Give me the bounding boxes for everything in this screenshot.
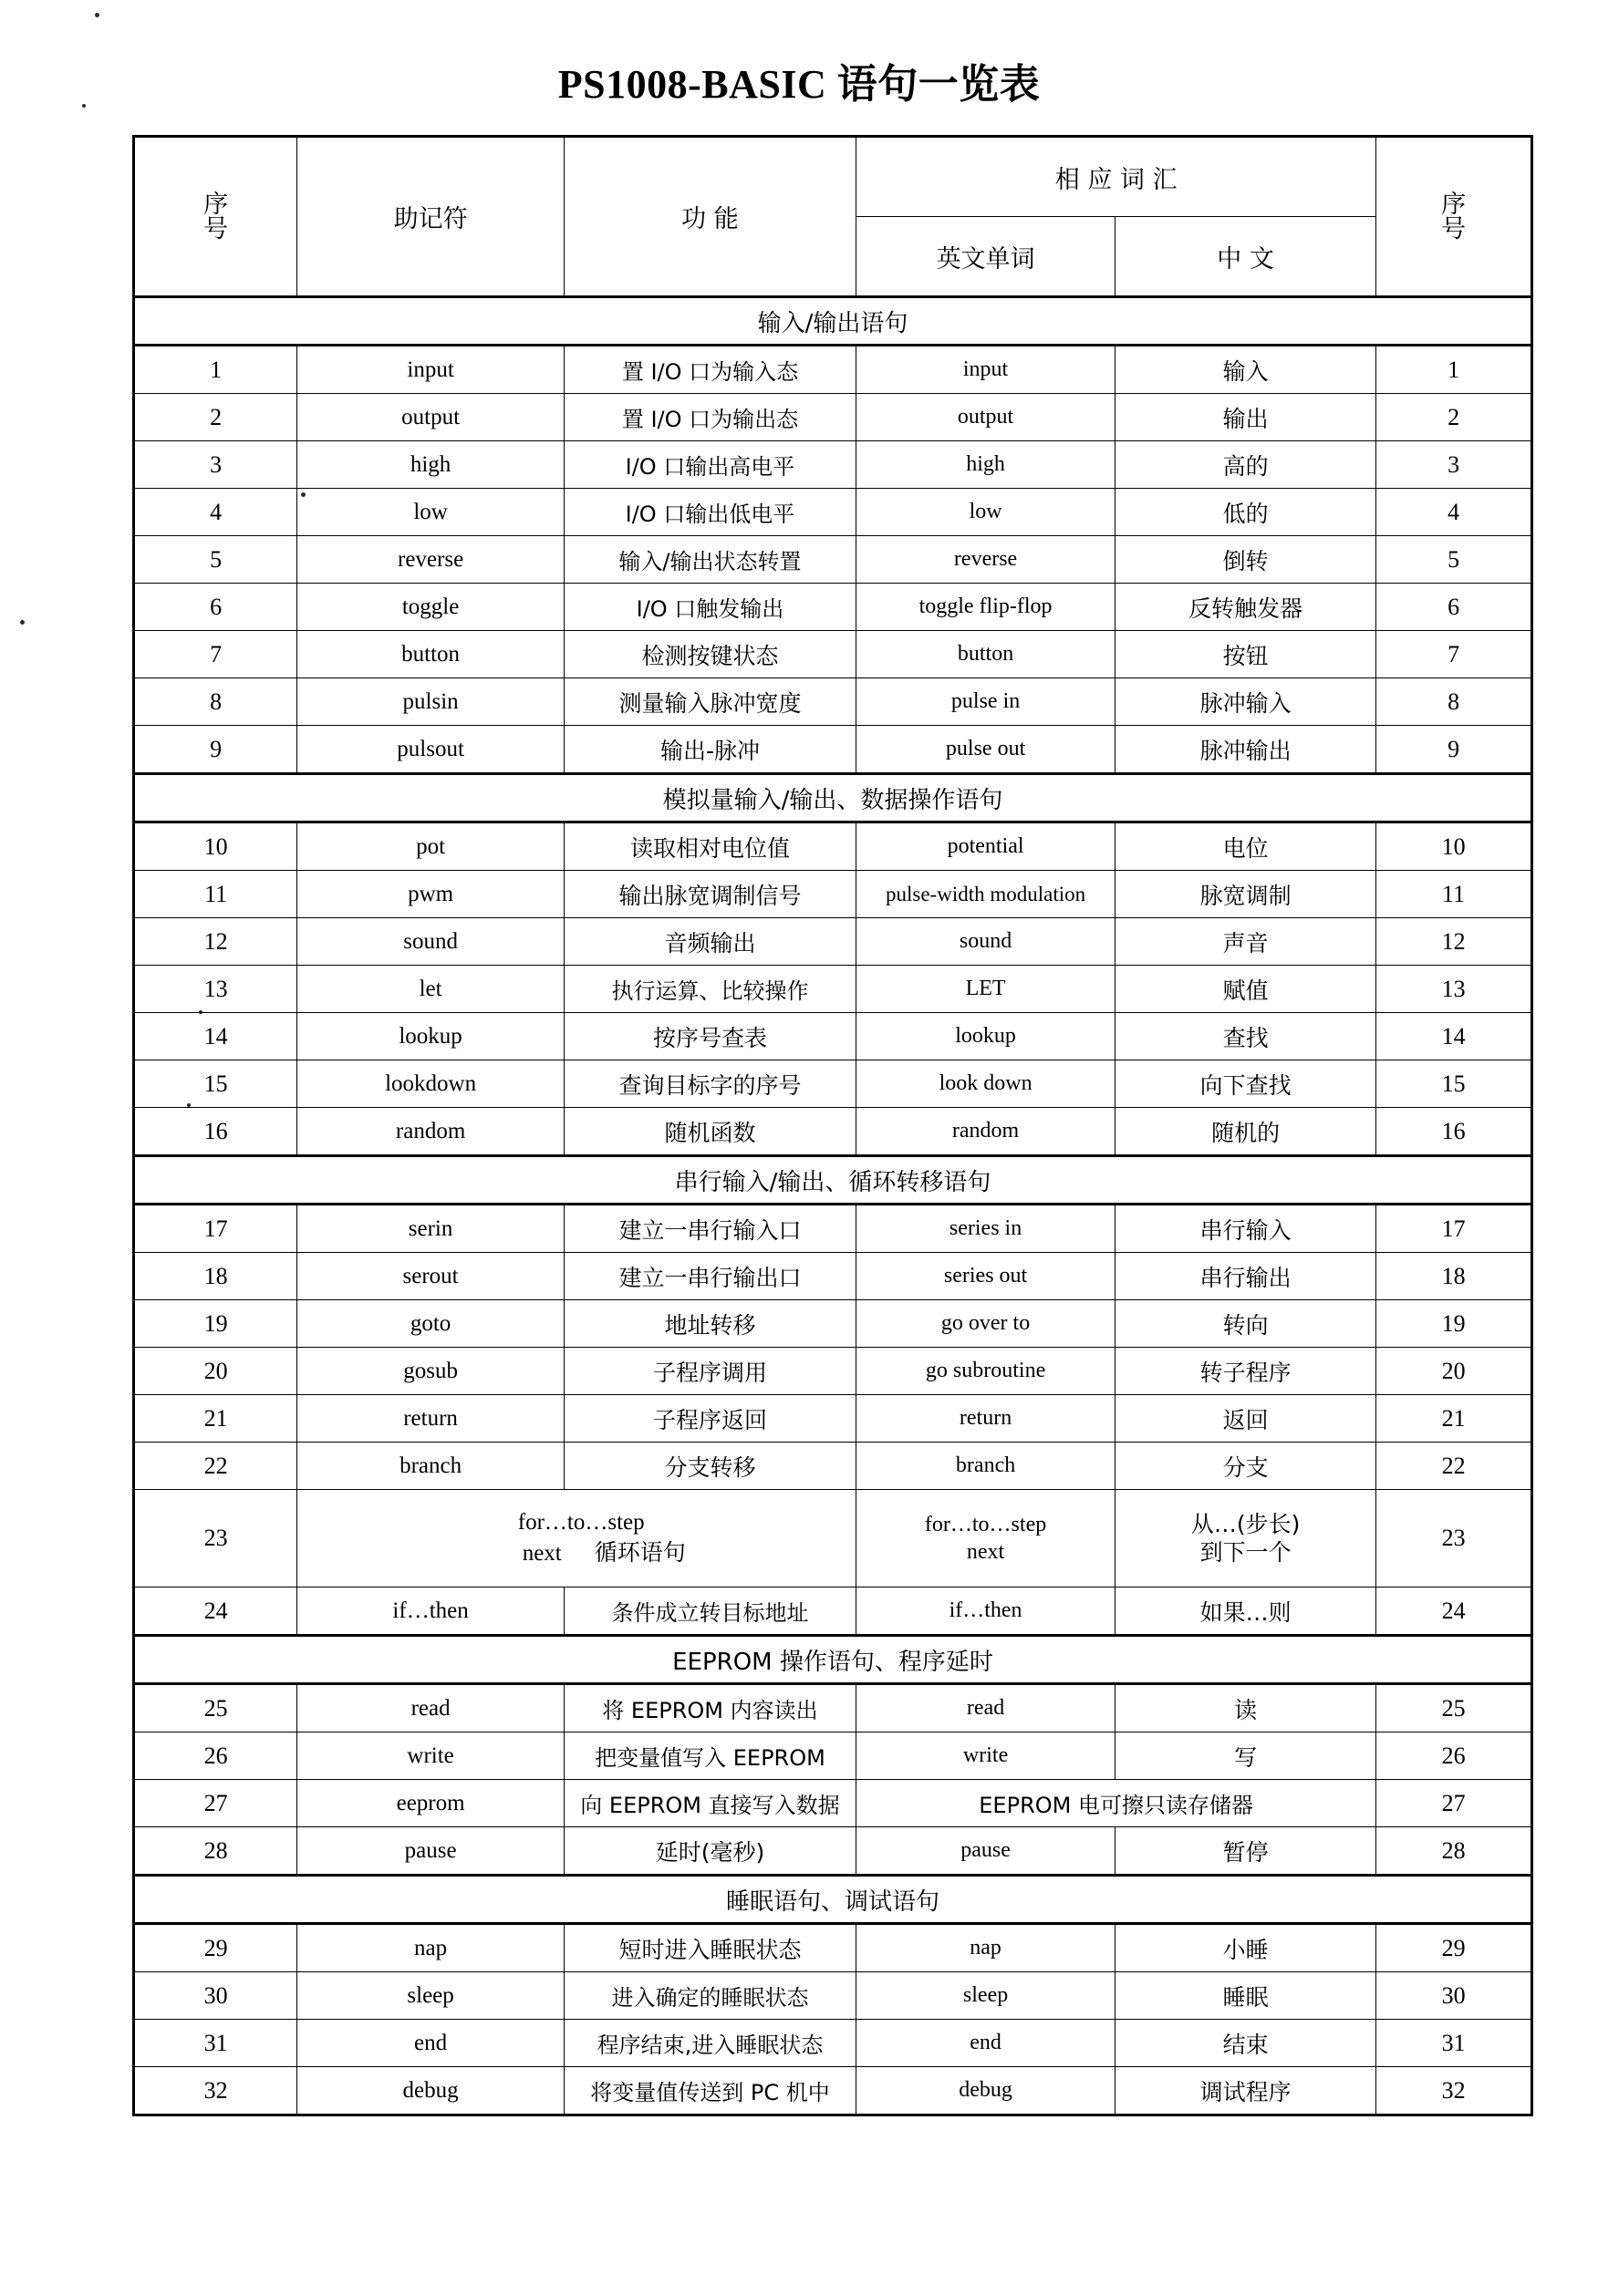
row-function: I/O 口输出低电平 [564, 489, 856, 536]
row-mnemonic: goto [297, 1300, 565, 1348]
section-header-row [134, 774, 1532, 822]
row-index-left: 24 [134, 1588, 297, 1636]
row-index-left: 2 [134, 394, 297, 441]
table-row [134, 1348, 1532, 1395]
row-function: 随机函数 [564, 1108, 856, 1156]
row-index-left: 11 [134, 871, 297, 918]
table-row [134, 1253, 1532, 1300]
table-row [134, 536, 1532, 584]
row-mnemonic: lookdown [297, 1060, 565, 1108]
row-mnemonic: end [297, 2020, 565, 2067]
chinese-line2: 到下一个 [1199, 1539, 1292, 1566]
row-index-right: 11 [1376, 871, 1532, 918]
section-label-text: 串行输入/输出、循环转移语句 [674, 1168, 991, 1196]
row-english-word: toggle flip-flop [856, 584, 1115, 631]
row-chinese: 脉冲输入 [1115, 678, 1376, 726]
row-index-left: 14 [134, 1013, 297, 1060]
english-line1: for…to…step [924, 1513, 1047, 1536]
row-chinese: 分支 [1115, 1443, 1376, 1490]
column-header-index-right [1376, 137, 1532, 297]
row-english-word: input [856, 346, 1115, 394]
row-index-left: 29 [134, 1924, 297, 1972]
table-row [134, 346, 1532, 394]
table-row [134, 678, 1532, 726]
row-index-left: 8 [134, 678, 297, 726]
row-chinese: 查找 [1115, 1013, 1376, 1060]
table-row [134, 1684, 1532, 1732]
row-english-word: go subroutine [856, 1348, 1115, 1395]
table-row [134, 631, 1532, 678]
row-index-right: 7 [1376, 631, 1532, 678]
row-index-left: 10 [134, 822, 297, 871]
row-mnemonic: serout [297, 1253, 565, 1300]
row-function: 输出-脉冲 [564, 726, 856, 774]
index2-header-line2: 号 [1441, 214, 1467, 243]
row-chinese: 调试程序 [1115, 2067, 1376, 2115]
row-english-word: read [856, 1684, 1115, 1732]
header-row-top [134, 137, 1532, 217]
english-line2: next [966, 1540, 1005, 1564]
row-chinese: 随机的 [1115, 1108, 1376, 1156]
row-function: I/O 口触发输出 [564, 584, 856, 631]
row-index-right: 17 [1376, 1205, 1532, 1253]
row-index-right: 32 [1376, 2067, 1532, 2115]
row-chinese: 转子程序 [1115, 1348, 1376, 1395]
row-function: 短时进入睡眠状态 [564, 1924, 856, 1972]
row-mnemonic: gosub [297, 1348, 565, 1395]
row-index-right: 6 [1376, 584, 1532, 631]
row-mnemonic: pwm [297, 871, 565, 918]
row-chinese: 脉冲输出 [1115, 726, 1376, 774]
loop-syntax-next: next [522, 1540, 562, 1566]
table-row [134, 1205, 1532, 1253]
row-index-right: 19 [1376, 1300, 1532, 1348]
row-index-left: 13 [134, 966, 297, 1013]
row-chinese: 电位 [1115, 822, 1376, 871]
row-english-word: pulse in [856, 678, 1115, 726]
row-chinese: 按钮 [1115, 631, 1376, 678]
row-english-word: sound [856, 918, 1115, 966]
row-index-right: 3 [1376, 441, 1532, 489]
row-mnemonic: read [297, 1684, 565, 1732]
row-chinese: 脉宽调制 [1115, 871, 1376, 918]
row-mnemonic: return [297, 1395, 565, 1443]
table-row [134, 1780, 1532, 1827]
row-mnemonic: low [297, 489, 565, 536]
row-index-left: 20 [134, 1348, 297, 1395]
row-function: 延时(毫秒) [564, 1827, 856, 1876]
row-english-word: pulse out [856, 726, 1115, 774]
section-header-label [134, 1156, 1532, 1205]
row-index-left: 31 [134, 2020, 297, 2067]
row-function: 音频输出 [564, 918, 856, 966]
row-english-word: go over to [856, 1300, 1115, 1348]
row-mnemonic: eeprom [297, 1780, 565, 1827]
row-chinese: 倒转 [1115, 536, 1376, 584]
row-mnemonic: toggle [297, 584, 565, 631]
section-header-label [134, 774, 1532, 822]
row-mnemonic: if…then [297, 1588, 565, 1636]
index2-header-line1: 序 [1441, 190, 1467, 219]
row-chinese: 输出 [1115, 394, 1376, 441]
row-chinese: 输入 [1115, 346, 1376, 394]
row-function: 条件成立转目标地址 [564, 1588, 856, 1636]
table-row [134, 1490, 1532, 1588]
table-row [134, 1108, 1532, 1156]
row-index-left: 28 [134, 1827, 297, 1876]
row-function: 置 I/O 口为输入态 [564, 346, 856, 394]
row-index-right: 29 [1376, 1924, 1532, 1972]
table-row [134, 2067, 1532, 2115]
row-function: 地址转移 [564, 1300, 856, 1348]
row-english-word: nap [856, 1924, 1115, 1972]
index-header-line2: 号 [203, 214, 229, 243]
row-index-right: 31 [1376, 2020, 1532, 2067]
row-index-left: 6 [134, 584, 297, 631]
table-row [134, 394, 1532, 441]
row-index-left: 26 [134, 1732, 297, 1780]
row-index-left: 22 [134, 1443, 297, 1490]
row-function: 分支转移 [564, 1443, 856, 1490]
table-row [134, 1013, 1532, 1060]
row-english-word: reverse [856, 536, 1115, 584]
row-english-word: LET [856, 966, 1115, 1013]
row-mnemonic: branch [297, 1443, 565, 1490]
row-mnemonic: write [297, 1732, 565, 1780]
row-mnemonic: input [297, 346, 565, 394]
row-index-right: 10 [1376, 822, 1532, 871]
row-function: 子程序调用 [564, 1348, 856, 1395]
row-mnemonic: button [297, 631, 565, 678]
column-header-index-left [134, 137, 297, 297]
row-english-word: look down [856, 1060, 1115, 1108]
table-row [134, 726, 1532, 774]
row-function: 把变量值写入 EEPROM [564, 1732, 856, 1780]
row-index-left: 30 [134, 1972, 297, 2020]
row-index-right: 28 [1376, 1827, 1532, 1876]
row-chinese: 读 [1115, 1684, 1376, 1732]
row-mnemonic: high [297, 441, 565, 489]
table-row [134, 1300, 1532, 1348]
row-chinese: 如果…则 [1115, 1588, 1376, 1636]
table-row [134, 1827, 1532, 1876]
row-function: 子程序返回 [564, 1395, 856, 1443]
row-chinese: 结束 [1115, 2020, 1376, 2067]
table-row [134, 1395, 1532, 1443]
table-row [134, 1732, 1532, 1780]
column-header-function: 功 能 [564, 137, 856, 297]
row-index-right: 18 [1376, 1253, 1532, 1300]
column-header-english-word: 英文单词 [856, 217, 1115, 297]
row-index-left: 21 [134, 1395, 297, 1443]
page-title-text: PS1008-BASIC 语句一览表 [557, 62, 1041, 107]
row-english-word: output [856, 394, 1115, 441]
row-english-word: sleep [856, 1972, 1115, 2020]
section-header-row [134, 297, 1532, 346]
row-index-right: 5 [1376, 536, 1532, 584]
row-index-left: 15 [134, 1060, 297, 1108]
row-chinese: 睡眠 [1115, 1972, 1376, 2020]
row-index-right: 9 [1376, 726, 1532, 774]
row-index-left: 18 [134, 1253, 297, 1300]
table-row [134, 1588, 1532, 1636]
loop-syntax-line2 [468, 1538, 686, 1569]
row-mnemonic: pot [297, 822, 565, 871]
row-english-word: if…then [856, 1588, 1115, 1636]
loop-syntax-description: 循环语句 [594, 1538, 686, 1566]
row-english-word: series out [856, 1253, 1115, 1300]
table-row [134, 584, 1532, 631]
row-function: 建立一串行输入口 [564, 1205, 856, 1253]
section-header-label [134, 1636, 1532, 1684]
row-mnemonic: sleep [297, 1972, 565, 2020]
row-chinese: 向下查找 [1115, 1060, 1376, 1108]
row-english-word: high [856, 441, 1115, 489]
row-mnemonic: output [297, 394, 565, 441]
row-index-right: 14 [1376, 1013, 1532, 1060]
row-english-word: pulse-width modulation [856, 871, 1115, 918]
row-function: 查询目标字的序号 [564, 1060, 856, 1108]
row-function: 将 EEPROM 内容读出 [564, 1684, 856, 1732]
row-merged-mnemonic-function [297, 1490, 856, 1588]
page-title [0, 51, 1598, 109]
row-index-left: 9 [134, 726, 297, 774]
row-index-right: 22 [1376, 1443, 1532, 1490]
row-index-left: 25 [134, 1684, 297, 1732]
row-english-word: pause [856, 1827, 1115, 1876]
row-function: 置 I/O 口为输出态 [564, 394, 856, 441]
section-label-text: 模拟量输入/输出、数据操作语句 [662, 786, 1003, 814]
scan-speck [20, 620, 25, 625]
table-row [134, 1972, 1532, 2020]
table-row [134, 1924, 1532, 1972]
row-mnemonic: serin [297, 1205, 565, 1253]
row-index-left: 5 [134, 536, 297, 584]
row-chinese: 串行输入 [1115, 1205, 1376, 1253]
row-mnemonic: pulsout [297, 726, 565, 774]
row-mnemonic: nap [297, 1924, 565, 1972]
table-row [134, 822, 1532, 871]
row-index-right: 26 [1376, 1732, 1532, 1780]
section-label-text: EEPROM 操作语句、程序延时 [672, 1648, 993, 1676]
table-body [134, 297, 1532, 2115]
section-header-label [134, 1876, 1532, 1924]
row-index-left: 4 [134, 489, 297, 536]
row-english-word: write [856, 1732, 1115, 1780]
row-function: 输入/输出状态转置 [564, 536, 856, 584]
row-index-right: 30 [1376, 1972, 1532, 2020]
row-chinese: 高的 [1115, 441, 1376, 489]
row-chinese: 赋值 [1115, 966, 1376, 1013]
row-english-word: series in [856, 1205, 1115, 1253]
row-index-right: 4 [1376, 489, 1532, 536]
loop-syntax-line1: for…to…step [517, 1510, 645, 1535]
row-english-word: lookup [856, 1013, 1115, 1060]
table-row [134, 2020, 1532, 2067]
row-mnemonic: reverse [297, 536, 565, 584]
row-mnemonic: random [297, 1108, 565, 1156]
row-function: 输出脉宽调制信号 [564, 871, 856, 918]
index-header-line1: 序 [203, 190, 229, 219]
section-header-row [134, 1876, 1532, 1924]
row-index-right: 16 [1376, 1108, 1532, 1156]
row-index-left: 1 [134, 346, 297, 394]
row-english-word [856, 1490, 1115, 1588]
row-english-word: return [856, 1395, 1115, 1443]
table-row [134, 1060, 1532, 1108]
row-index-right: 8 [1376, 678, 1532, 726]
row-english-word: random [856, 1108, 1115, 1156]
row-chinese: 低的 [1115, 489, 1376, 536]
row-mnemonic: pulsin [297, 678, 565, 726]
table-row [134, 489, 1532, 536]
row-function: 测量输入脉冲宽度 [564, 678, 856, 726]
row-mnemonic: let [297, 966, 565, 1013]
row-chinese: 写 [1115, 1732, 1376, 1780]
row-function: I/O 口输出高电平 [564, 441, 856, 489]
row-chinese: 返回 [1115, 1395, 1376, 1443]
statement-table-wrapper [132, 135, 1533, 2116]
row-index-right: 1 [1376, 346, 1532, 394]
row-english-word: branch [856, 1443, 1115, 1490]
table-row [134, 918, 1532, 966]
row-function: 读取相对电位值 [564, 822, 856, 871]
row-index-left: 32 [134, 2067, 297, 2115]
statement-table [132, 135, 1533, 2116]
row-function: 检测按键状态 [564, 631, 856, 678]
row-function: 向 EEPROM 直接写入数据 [564, 1780, 856, 1827]
row-chinese: 反转触发器 [1115, 584, 1376, 631]
row-english-word: potential [856, 822, 1115, 871]
row-index-right: 27 [1376, 1780, 1532, 1827]
row-index-left: 12 [134, 918, 297, 966]
row-index-left: 19 [134, 1300, 297, 1348]
row-chinese: 声音 [1115, 918, 1376, 966]
row-chinese: 小睡 [1115, 1924, 1376, 1972]
row-index-right: 25 [1376, 1684, 1532, 1732]
row-chinese: 转向 [1115, 1300, 1376, 1348]
row-chinese [1115, 1490, 1376, 1588]
row-function: 按序号查表 [564, 1013, 856, 1060]
row-mnemonic: pause [297, 1827, 565, 1876]
row-mnemonic: sound [297, 918, 565, 966]
row-function: 进入确定的睡眠状态 [564, 1972, 856, 2020]
row-english-word: button [856, 631, 1115, 678]
row-index-right: 12 [1376, 918, 1532, 966]
column-header-mnemonic: 助记符 [297, 137, 565, 297]
column-header-chinese: 中 文 [1115, 217, 1376, 297]
row-english-word: low [856, 489, 1115, 536]
row-index-left: 16 [134, 1108, 297, 1156]
row-index-left: 27 [134, 1780, 297, 1827]
table-row [134, 441, 1532, 489]
row-index-left: 23 [134, 1490, 297, 1588]
row-index-right: 13 [1376, 966, 1532, 1013]
row-function: 执行运算、比较操作 [564, 966, 856, 1013]
section-header-label [134, 297, 1532, 346]
table-row [134, 966, 1532, 1013]
row-english-chinese-merged: EEPROM 电可擦只读存储器 [856, 1780, 1376, 1827]
row-chinese: 串行输出 [1115, 1253, 1376, 1300]
section-label-text: 输入/输出语句 [757, 309, 908, 337]
row-english-word: end [856, 2020, 1115, 2067]
scan-speck [95, 13, 99, 17]
row-chinese: 暂停 [1115, 1827, 1376, 1876]
row-index-right: 23 [1376, 1490, 1532, 1588]
table-head [134, 137, 1532, 297]
row-function: 将变量值传送到 PC 机中 [564, 2067, 856, 2115]
section-header-row [134, 1636, 1532, 1684]
row-index-right: 20 [1376, 1348, 1532, 1395]
row-index-right: 15 [1376, 1060, 1532, 1108]
row-index-left: 17 [134, 1205, 297, 1253]
row-index-right: 2 [1376, 394, 1532, 441]
row-index-right: 21 [1376, 1395, 1532, 1443]
table-row [134, 1443, 1532, 1490]
row-index-left: 3 [134, 441, 297, 489]
row-index-left: 7 [134, 631, 297, 678]
section-label-text: 睡眠语句、调试语句 [725, 1887, 939, 1916]
row-mnemonic: lookup [297, 1013, 565, 1060]
row-function: 程序结束,进入睡眠状态 [564, 2020, 856, 2067]
table-row [134, 871, 1532, 918]
row-mnemonic: debug [297, 2067, 565, 2115]
row-index-right: 24 [1376, 1588, 1532, 1636]
section-header-row [134, 1156, 1532, 1205]
row-function: 建立一串行输出口 [564, 1253, 856, 1300]
chinese-line1: 从…(步长) [1190, 1510, 1301, 1537]
row-english-word: debug [856, 2067, 1115, 2115]
column-header-vocabulary-group: 相 应 词 汇 [856, 137, 1376, 217]
